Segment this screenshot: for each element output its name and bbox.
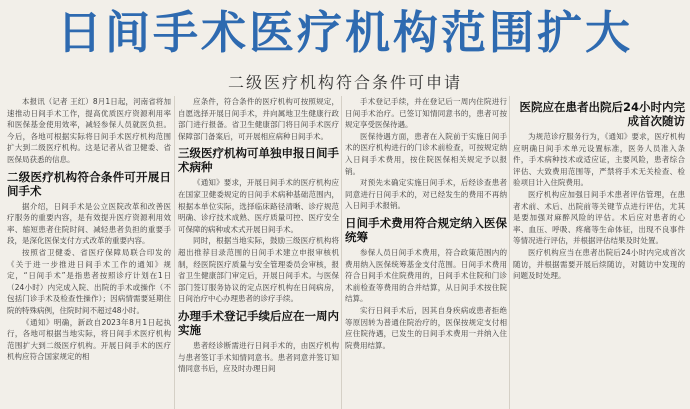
article-column-3 bbox=[345, 96, 507, 409]
section-heading: 二级医疗机构符合条件可开展日间手术 bbox=[7, 169, 171, 198]
article-paragraph: 为规范诊疗服务行为，《通知》要求，医疗机构应明确日间手术单元设置标准，医务人员准入条件，手术病种技术或适应证，主要风险，患者综合评估、大致费用范围等，严禁将手术无关检查、检验项目计入住院费用。 bbox=[513, 132, 685, 188]
article-column-2 bbox=[178, 96, 339, 409]
section-heading: 三级医疗机构可单独申报日间手术病种 bbox=[178, 146, 339, 175]
article-paragraph: 参保人员日间手术费用，符合政策范围内的费用纳入医保统筹基金支付范围。日间手术费用符合日间手术住院费用的，日间手术住院和门诊术前检查等费用的合并结算，从日间手术按住院结算。 bbox=[345, 247, 507, 304]
article-paragraph: 应条件，符合条件的医疗机构可按照规定，自愿选择开展日间手术，并向属地卫生健康行政部门进行报备。省卫生健康部门将日间手术医疗保障部门备案后，可开展相应病种日间手术。 bbox=[178, 97, 339, 141]
article-paragraph: 手术登记手续，并在登记后一周内住院进行日间手术治疗。已签订知情同意书的，患者可按规定享受医保待遇。 bbox=[345, 97, 507, 130]
article-paragraph: 同时，根据当地实际，鼓励三级医疗机构将超出推荐目录范围的日间手术建立申报审核机制，经医院医疗质量与安全管理委员会审核，报省卫生健康部门审定后，开展日间手术。与医保部门签订服务协议的定点医疗机构在日间病房，日间治疗中心办理患者的诊疗手续。 bbox=[178, 236, 339, 304]
article-paragraph: 医疗机构应加强日间手术患者评估管理，在患者术前、术后、出院前等关键节点进行评估，尤其是要加强对麻醉风险的评估。术后应对患者的心率、血压、呼吸、疼痛等生命体征，出现不良事件等情况进行评估，并根据评估结果及时处置。 bbox=[513, 189, 685, 246]
column-divider bbox=[174, 96, 175, 409]
article-paragraph: 据介绍，日间手术是公立医院改革和改善医疗服务的重要内容，是有效提升医疗资源利用效率、缩短患者住院时间、减轻患者负担的重要手段，是深化医保支付方式改革的重要内容。 bbox=[7, 201, 171, 246]
article-paragraph: 按照省卫健委、省医疗保障局联合印发的《关于进一步推进日间手术工作的通知》规定，“日间手术”是指患者按照诊疗计划在1日（24小时）内完成入院、出院的手术或操作（不包括门诊手术及检查性操作）；因病情需要延期住院的特殊病例，住院时间不超过48小时。 bbox=[7, 247, 171, 315]
article-column-4 bbox=[513, 96, 685, 409]
section-heading: 医院应在患者出院后24小时内完成首次随访 bbox=[519, 100, 685, 128]
subheadline: 二级医疗机构符合条件可申请 bbox=[227, 73, 462, 92]
article-paragraph: 医疗机构应当在患者出院后24小时内完成首次随访，并根据需要开展后续随访，对随访中发现的问题及时处理。 bbox=[513, 247, 685, 281]
article-paragraph: 对预先未确定实施日间手术，后经诊查患者同意进行日间手术的，对已经发生的费用不再纳入日间手术报销。 bbox=[345, 178, 507, 211]
headline: 日间手术医疗机构范围扩大 bbox=[56, 6, 633, 59]
section-heading: 日间手术费用符合规定纳入医保统筹 bbox=[345, 215, 507, 244]
article-paragraph: 《通知》要求，开展日间手术的医疗机构应在国家卫健委规定的日间手术病种基础范围内，根据本单位实际，选择临床路径清晰、诊疗规范明确、诊疗技术成熟、医疗质量可控、医疗安全可保障的病种或术式开展日间手术。 bbox=[178, 178, 339, 234]
article-paragraph: 医保待遇方面，患者在入院前于实施日间手术的医疗机构进行的门诊术前检查，可按规定纳入日间手术费用，按住院医保相关规定予以报销。 bbox=[345, 131, 507, 176]
article-paragraph: 《通知》明确，新政自2023年8月1日起执行，各地可根据当地实际，将日间手术医疗机构范围扩大到二级医疗机构。开展日间手术的医疗机构应符合国家规定的相 bbox=[7, 317, 171, 362]
article-paragraph: 本报讯（记者 王红）8月1日起，河南省将加速推动日间手术工作，提高优质医疗资源利用率和医保基金使用效率，减轻参保人员就医负担。今后，各地可根据实际将日间手术医疗机构范围扩大到二级医疗机构。这是记者从省卫健委、省医保局获悉的信息。 bbox=[7, 97, 171, 164]
article-column-1 bbox=[7, 96, 171, 409]
column-divider bbox=[509, 96, 510, 409]
column-divider bbox=[341, 96, 342, 409]
article-paragraph: 患者经诊断需进行日间手术的，由医疗机构与患者签订手术知情同意书。患者同意并签订知情同意书后，应及时办理日间 bbox=[178, 340, 339, 374]
article-paragraph: 实行日间手术后，因其自身疾病或患者拒绝等原因转为普通住院治疗的，医保按规定支付相应住院待遇，已发生的日间手术费用一并纳入住院费用结算。 bbox=[345, 305, 507, 350]
section-heading: 办理手术登记手续后应在一周内实施 bbox=[178, 308, 339, 337]
